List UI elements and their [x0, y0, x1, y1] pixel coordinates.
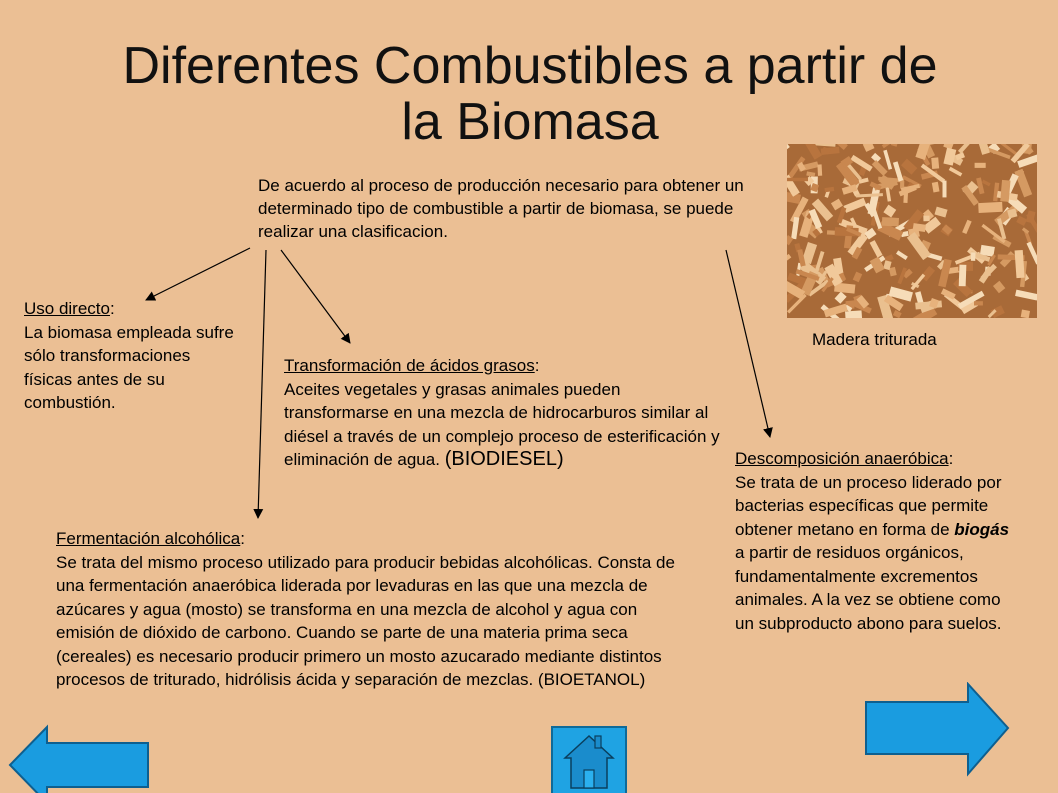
next-button[interactable] — [864, 682, 1012, 782]
biodiesel-label: (BIODIESEL) — [444, 448, 564, 470]
uso-directo-block: Uso directo: La biomasa empleada sufre sólo transformaciones físicas antes de su combustión. — [24, 299, 234, 412]
home-button[interactable] — [551, 726, 627, 793]
arrow-descomposicion — [726, 250, 770, 437]
fermentacion-body: Se trata del mismo proceso utilizado para producir bebidas alcohólicas. Consta de una fermentación anaeróbica liderada por levaduras en las que una mezcla de azúcares y agua (mosto) se transforma en una mezcla de alcohol y agua con emisión de dióxido de carbono. Cuando se parte de una materia prima seca (cereales) es necesario producir primero un mosto azucarado mediante distintos procesos de triturado, hidrólisis ácida y separación de mezclas. (BIOETANOL) — [56, 552, 675, 689]
arrow-acidos-grasos — [281, 250, 350, 343]
acidos-grasos-body: Aceites vegetales y grasas animales pueden transformarse en una mezcla de hidrocarburos similar al diésel a través de un complejo proceso de esterificación y eliminación de agua. — [284, 379, 720, 469]
left-arrow-icon — [10, 727, 148, 793]
descomposicion-block: Descomposición anaeróbica: Se trata de un proceso liderado por bacterias específicas que permite obtener metano en forma de biogás a partir de residuos orgánicos, fundamentalmente excrementos animales. A la vez se obtiene como un subproducto abono para suelos. — [735, 449, 1010, 633]
arrow-uso-directo — [146, 248, 250, 300]
descomposicion-body-start: Se trata de un proceso liderado por bacterias específicas que permite obtener metano en forma de — [735, 472, 1002, 539]
back-button[interactable] — [8, 724, 150, 793]
uso-directo-body: La biomasa empleada sufre sólo transformaciones físicas antes de su combustión. — [24, 322, 234, 412]
arrow-fermentacion — [258, 250, 266, 518]
title-line-2: la Biomasa — [401, 93, 659, 151]
intro-text: De acuerdo al proceso de producción necesario para obtener un determinado tipo de combustible a partir de biomasa, se puede realizar una clasificacion. — [258, 176, 744, 241]
title-line-1: Diferentes Combustibles a partir de — [122, 37, 938, 95]
descomposicion-heading: Descomposición anaeróbica — [735, 449, 949, 468]
descomposicion-body-end: a partir de residuos orgánicos, fundamentalmente excrementos animales. A la vez se obtiene como un subproducto abono para suelos. — [735, 543, 1002, 633]
fermentacion-block: Fermentación alcohólica: Se trata del mismo proceso utilizado para producir bebidas alcohólicas. Consta de una fermentación anaeróbica liderada por levaduras en las que una mezcla de azúcares y agua (mosto) se transforma en una mezcla de alcohol y agua con emisión de dióxido de carbono. Cuando se parte de una materia prima seca (cereales) es necesario producir primero un mosto azucarado mediante distintos procesos de triturado, hidrólisis ácida y separación de mezclas. (BIOETANOL) — [56, 529, 675, 689]
image-caption: Madera triturada — [812, 330, 937, 349]
acidos-grasos-heading: Transformación de ácidos grasos — [284, 356, 535, 375]
acidos-grasos-block: Transformación de ácidos grasos: Aceites vegetales y grasas animales pueden transformarse en una mezcla de hidrocarburos similar al diésel a través de un complejo proceso de esterificación y eliminación de agua. (BIODIESEL) — [284, 356, 720, 470]
biogas-term: biogás — [954, 519, 1010, 539]
uso-directo-heading: Uso directo — [24, 299, 110, 318]
fermentacion-heading: Fermentación alcohólica — [56, 529, 241, 548]
right-arrow-icon — [866, 684, 1008, 774]
